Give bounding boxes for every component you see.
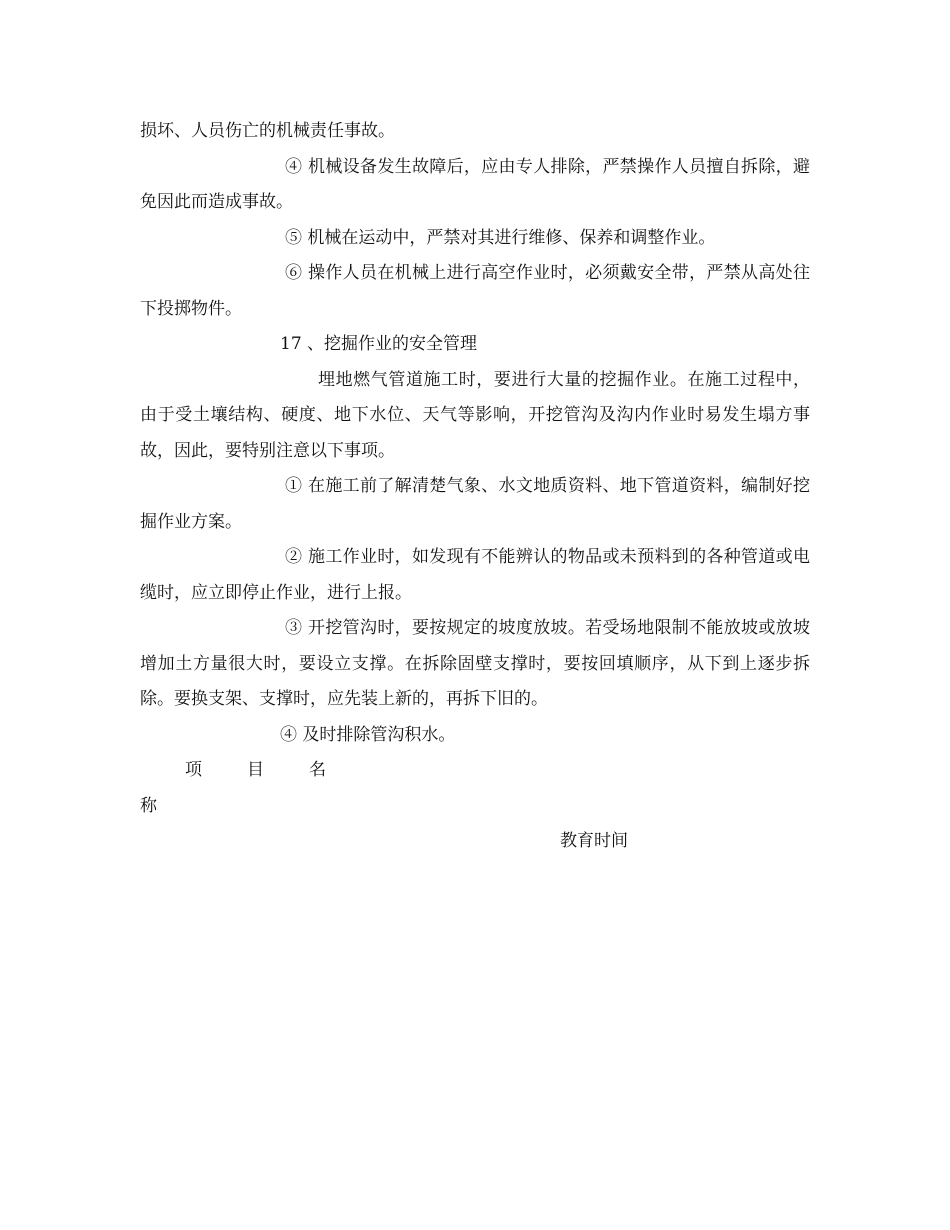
education-time-label: 教育时间 — [560, 831, 628, 851]
paragraph-continuation: 损坏、人员伤亡的机械责任事故。 — [140, 121, 395, 141]
paragraph-item-5-machine-motion: ⑤ 机械在运动中，严禁对其进行维修、保养和调整作业。 — [285, 227, 716, 248]
paragraph-item-6-high-work: ⑥ 操作人员在机械上进行高空作业时，必须戴安全带，严禁从高处往下投掷物件。 — [140, 263, 810, 319]
paragraph-item-4-machine-fault: ④ 机械设备发生故障后，应由专人排除，严禁操作人员擅自拆除，避免因此而造成事故。 — [140, 156, 810, 212]
paragraph-excavation-intro: 埋地燃气管道施工时，要进行大量的挖掘作业。在施工过程中，由于受土壤结构、硬度、地下水位、天气等影响，开挖管沟及沟内作业时易发生塌方事故，因此，要特别注意以下事项。 — [140, 369, 810, 461]
paragraph-item-4-drain-water: ④ 及时排除管沟积水。 — [280, 724, 456, 745]
paragraph-item-1-preparation: ① 在施工前了解清楚气象、水文地质资料、地下管道资料，编制好挖掘作业方案。 — [140, 476, 810, 532]
project-name-label — [140, 753, 810, 789]
project-name-char-3: 名 — [309, 760, 326, 780]
project-name-char-1: 项 — [185, 760, 202, 780]
project-name-char-2: 目 — [247, 760, 264, 780]
paragraph-item-2-unknown-objects: ② 施工作业时，如发现有不能辨认的物品或未预料到的各种管道或电缆时，应立即停止作业，进行上报。 — [140, 547, 810, 603]
section-heading-17: 17 、挖掘作业的安全管理 — [280, 334, 478, 354]
paragraph-item-3-trench-slope: ③ 开挖管沟时，要按规定的坡度放坡。若受场地限制不能放坡或放坡增加土方量很大时，要设立支撑。在拆除固壁支撑时，要按回填顺序，从下到上逐步拆除。要换支架、支撑时，应先装上新的，再拆下旧的。 — [140, 618, 810, 709]
project-name-label-last-char: 称 — [140, 795, 157, 816]
document-body — [140, 114, 810, 860]
